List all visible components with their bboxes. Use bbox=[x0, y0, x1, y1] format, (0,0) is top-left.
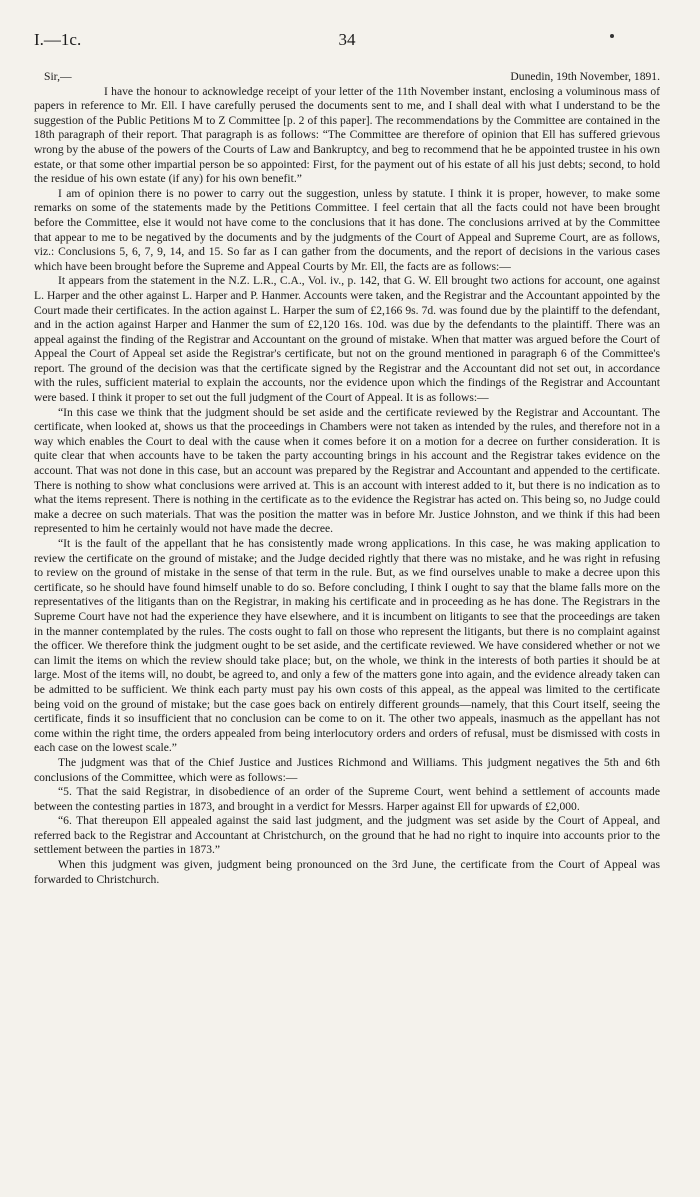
paragraph-conclusion-5: “5. That the said Registrar, in disobedience of an order of the Supreme Court, went behind a settlement of accounts made between the contesting parties in 1873, and brought in a verdict for Messrs. Harper against Ell for upwards of £2,000. bbox=[34, 785, 660, 813]
paper-reference: I.—1c. bbox=[34, 30, 82, 49]
paragraph-judgment-quote-2: “It is the fault of the appellant that he has consistently made wrong applications. In this case, he was making application to review the certificate on the ground of mistake; and the Judge decided rightly that there was no mistake, and he was right in refusing to review on the ground of mistake in the sense of that term in the rule. But, as we find ourselves unable to make a decree upon this certificate, so he should have found himself unable to do so. Before concluding, I think I ought to say that the blame falls more on the representatives of the litigants than on the Registrar, in making his certificate and in proceeding as he has done. The Registrars in the Supreme Court have not had the experience they have elsewhere, and it is incumbent on litigants to see that the proceedings are taken in the manner contemplated by the rules. The costs ought to fall on those who represent the litigants, but there is no complaint against the officer. We therefore think the judgment ought to be set aside, and the certificate reviewed. We have considered whether or not we can limit the items on which the review should take place; but, on the whole, we think in the interests of both parties it should be at large. Most of the items will, no doubt, be agreed to, and only a few of the matters gone into again, and the evidence already taken can be admitted to be sufficient. We think each party must pay his own costs of this appeal, as the appeal was limited to the certificate being void on the ground of mistake; but the case goes back on entirely different grounds—namely, that this Court itself, seeing the certificate, finds it so insufficient that no conclusion can be come to on it. The other two appeals, inasmuch as the appellant has not come within the right time, the orders appealed from being interlocutory orders and orders of refusal, must be dismissed with costs in each case on the lowest scale.” bbox=[34, 537, 660, 755]
paragraph-conclusion-6: “6. That thereupon Ell appealed against the said last judgment, and the judgment was set aside by the Court of Appeal, and referred back to the Registrar and Accountant at Christchurch, on the ground that he had no right to inquire into accounts prior to the settlement between the parties in 1873.” bbox=[34, 814, 660, 857]
paragraph-facts: It appears from the statement in the N.Z. L.R., C.A., Vol. iv., p. 142, that G. W. Ell brought two actions for account, one against L. Harper and the other against L. Harper and P. Hanmer. Accounts were taken, and the Registrar and the Accountant appointed by the Court made their certificates. In the action against L. Harper the sum of £2,166 9s. 7d. was found due by the plaintiff to the defendant, and in the action against Harper and Hanmer the sum of £2,120 16s. 10d. was due by the defendants to the plaintiff. There was an appeal against the finding of the Registrar and Accountant on the ground of mistake. When that matter was argued before the Court of Appeal the Court of Appeal set aside the Registrar's certificate, but not on the ground mentioned in paragraph 6 of the Committee's report. The ground of the decision was that the certificate signed by the Registrar and the Accountant did not set out, in accordance with the rules, sufficient material to explain the accounts, nor the evidence upon which the findings of the Registrar and Accountant were based. I think it proper to set out the full judgment of the Court of Appeal. It is as follows:— bbox=[34, 274, 660, 405]
paragraph-judgment-quote-1: “In this case we think that the judgment should be set aside and the certificate reviewed by the Registrar and Accountant. The certificate, when looked at, shows us that the proceedings in Chambers were not taken as intended by the rules, and therefore not in a way which enables the Court to deal with the cause when it comes before it on a motion for a decree on further consideration. It is quite clear that when accounts have to be taken the party accounting brings in his account and the Registrar takes evidence on the account. That was not done in this case, but an account was prepared by the Registrar and Accountant and appended to the certificate. There is nothing to show what conclusions were arrived at. This is an account with interest added to it, but there is no indication as to what the items represent. There is nothing in the certificate as to the evidence the Registrar has acted on. This being so, no Judge could make a decree on such materials. That was the position the matter was in before Mr. Justice Johnston, and we think if this had been represented to him he certainly would not have made the decree. bbox=[34, 405, 660, 536]
letter-opening bbox=[34, 70, 660, 85]
letter-body bbox=[34, 85, 660, 888]
paragraph-judgment-summary: The judgment was that of the Chief Justice and Justices Richmond and Williams. This judgment negatives the 5th and 6th conclusions of the Committee, which were as follows:— bbox=[34, 755, 660, 784]
paragraph-certificate-forwarded: When this judgment was given, judgment being pronounced on the 3rd June, the certificate from the Court of Appeal was forwarded to Christchurch. bbox=[34, 858, 660, 886]
print-mark bbox=[610, 34, 614, 38]
page-number: 34 bbox=[338, 30, 356, 49]
salutation: Sir,— bbox=[44, 70, 72, 83]
place-date: Dunedin, 19th November, 1891. bbox=[510, 70, 660, 83]
running-head bbox=[34, 30, 660, 58]
paragraph-acknowledgement: I have the honour to acknowledge receipt of your letter of the 11th November instant, enclosing a voluminous mass of papers in reference to Mr. Ell. I have carefully perused the documents sent to me, and I shall deal with what I understand to be the suggestion of the Public Petitions M to Z Committee [p. 2 of this paper]. The recommendations by the Committee are contained in the 18th paragraph of their report. That paragraph is as follows: “The Committee are therefore of opinion that Ell has suffered grievous wrong by the abuse of the powers of the Courts of Law and Bankruptcy, and beg to recommend that he be appointed trustee in his own estate, or that some other impartial person be so appointed: First, for the payment out of his estate of all his just debts; second, to hold the residue of his own estate (if any) for his own benefit.” bbox=[34, 84, 660, 186]
paragraph-opinion: I am of opinion there is no power to carry out the suggestion, unless by statute. I think it is proper, however, to make some remarks on some of the statements made by the Petitions Committee. I feel certain that all the facts could not have been brought before the Committee, else it would not have come to the conclusions that it has done. The conclusions arrived at by the Committee that appear to me to be negatived by the documents and by the judgments of the Court of Appeal and Supreme Court, are as follows, viz.: Conclusions 5, 6, 7, 9, 14, and 15. So far as I can gather from the documents, and the report of decisions in the various cases which have been brought before the Supreme and Appeal Courts by Mr. Ell, the facts are as follows:— bbox=[34, 186, 660, 273]
